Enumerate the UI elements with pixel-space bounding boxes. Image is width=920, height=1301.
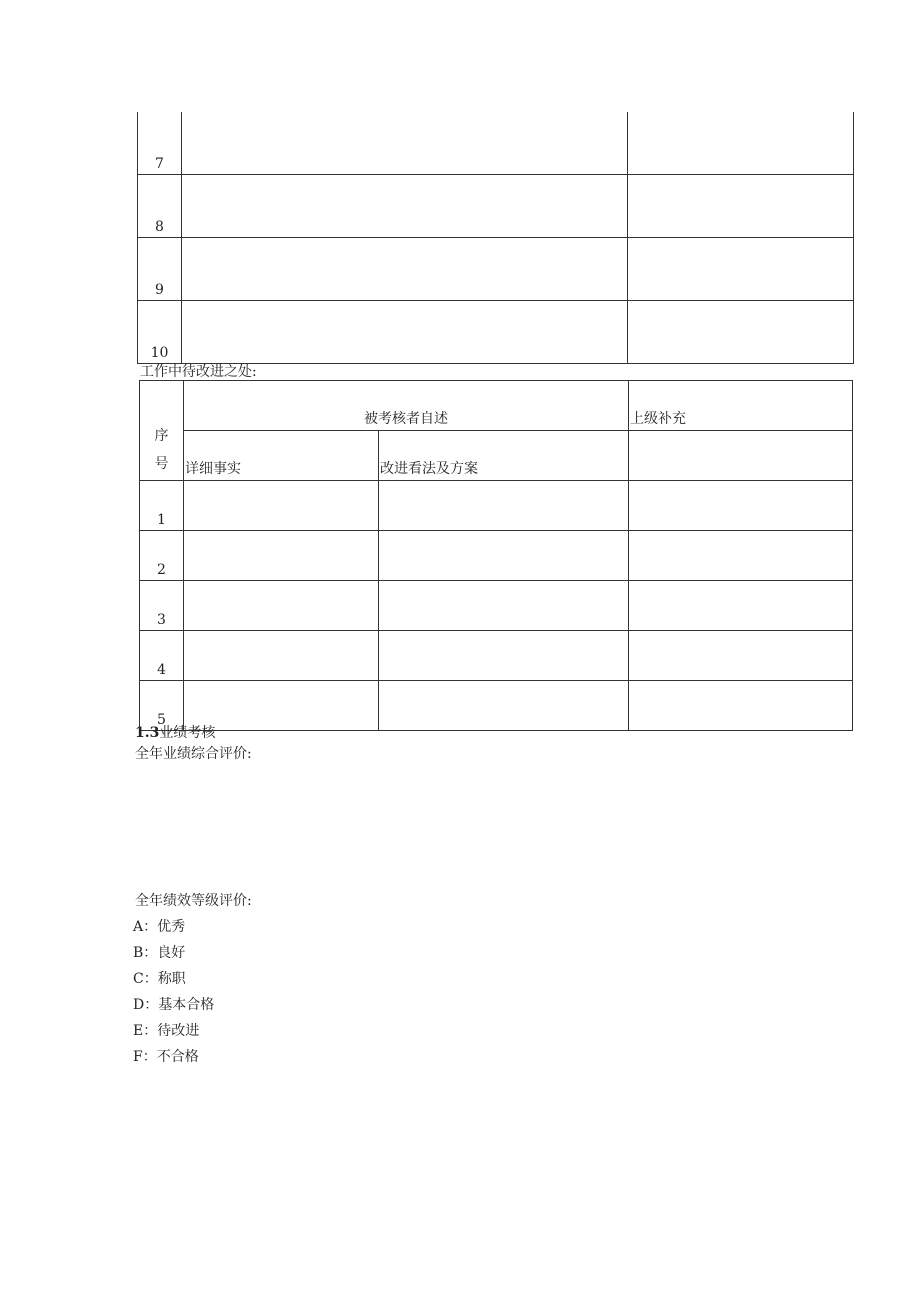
table-cell[interactable] <box>184 631 379 681</box>
table-cell[interactable] <box>629 531 853 581</box>
header-seq: 序 号 <box>140 381 184 481</box>
table-cell[interactable] <box>628 112 854 175</box>
table-cell[interactable] <box>629 681 853 731</box>
table-row <box>140 581 853 631</box>
header-superior: 上级补充 <box>629 381 853 431</box>
section-title: 业绩考核 <box>159 725 216 741</box>
grade-option: C：称职 <box>133 971 186 987</box>
table-cell[interactable] <box>182 112 628 175</box>
table-cell[interactable] <box>182 301 628 364</box>
grade-option: F：不合格 <box>133 1049 199 1065</box>
header-row <box>140 431 853 481</box>
grade-option: D：基本合格 <box>133 997 215 1013</box>
row-number: 5 <box>140 681 184 731</box>
table-cell[interactable] <box>184 481 379 531</box>
row-number: 10 <box>138 301 182 364</box>
table-cell[interactable] <box>628 175 854 238</box>
section-heading <box>135 722 215 742</box>
table-cell[interactable] <box>182 175 628 238</box>
table-cell[interactable] <box>628 301 854 364</box>
overall-eval-label: 全年业绩综合评价: <box>135 746 252 762</box>
row-number: 9 <box>138 238 182 301</box>
table-cell[interactable] <box>379 481 629 531</box>
grade-eval-label: 全年绩效等级评价: <box>135 893 252 909</box>
header-self: 被考核者自述 <box>184 381 629 431</box>
table-row <box>140 531 853 581</box>
table-cell[interactable] <box>629 431 853 481</box>
table-cell[interactable] <box>379 581 629 631</box>
table-cell[interactable] <box>628 238 854 301</box>
improvement-table <box>139 380 853 731</box>
table-cell[interactable] <box>379 531 629 581</box>
row-number: 8 <box>138 175 182 238</box>
table-row <box>138 301 854 364</box>
table-cell[interactable] <box>184 581 379 631</box>
row-number: 3 <box>140 581 184 631</box>
work-items-table <box>137 112 854 364</box>
table-row <box>138 112 854 175</box>
header-row <box>140 381 853 431</box>
row-number: 4 <box>140 631 184 681</box>
table-cell[interactable] <box>379 681 629 731</box>
section-number: 1.3 <box>135 725 160 741</box>
table-row <box>140 481 853 531</box>
grade-option: A：优秀 <box>133 919 186 935</box>
header-plan: 改进看法及方案 <box>379 431 629 481</box>
table-cell[interactable] <box>629 631 853 681</box>
table-cell[interactable] <box>379 631 629 681</box>
table-row <box>140 681 853 731</box>
grade-option: E：待改进 <box>133 1023 200 1039</box>
table-row <box>138 175 854 238</box>
improvement-title: 工作中待改进之处: <box>140 364 257 380</box>
grade-option: B：良好 <box>133 945 186 961</box>
header-fact: 详细事实 <box>184 431 379 481</box>
table-cell[interactable] <box>629 481 853 531</box>
table-row <box>140 631 853 681</box>
table-cell[interactable] <box>629 581 853 631</box>
table-cell[interactable] <box>184 531 379 581</box>
table-cell[interactable] <box>182 238 628 301</box>
row-number: 2 <box>140 531 184 581</box>
table-row <box>138 238 854 301</box>
row-number: 7 <box>138 112 182 175</box>
row-number: 1 <box>140 481 184 531</box>
